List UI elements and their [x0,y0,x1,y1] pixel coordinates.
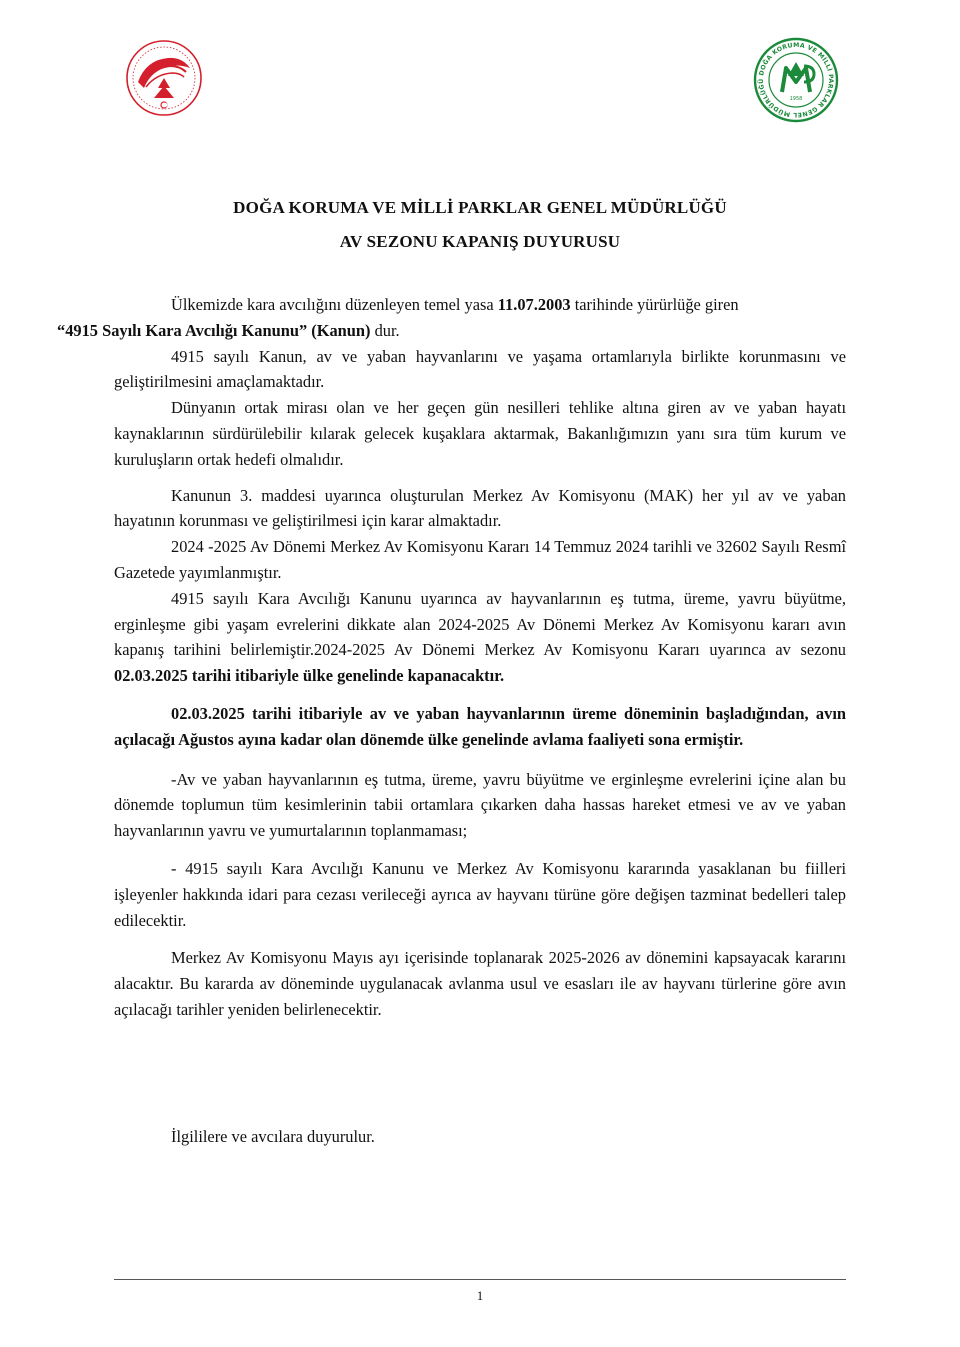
document-subtitle: AV SEZONU KAPANIŞ DUYURUSU [339,232,621,251]
document-title: DOĞA KORUMA VE MİLLİ PARKLAR GENEL MÜDÜRLÜĞÜ [233,198,727,217]
paragraph-breeding-caution: -Av ve yaban hayvanlarının eş tutma, üreme, yavru büyütme ve erginleşme evrelerini içine alan bu dönemde toplumun tüm kesimlerinin tabii ortamlara çıkarken daha hassas hareket etmesi ve av ve yaban hayvanlarının yavru ve yumurtalarının toplanmaması; [114,769,846,841]
svg-text:1958: 1958 [789,96,803,102]
paragraph-penalties: - 4915 sayılı Kara Avcılığı Kanunu ve Merkez Av Komisyonu kararında yasaklanan bu fiilleri işleyenler hakkında idari para cezası verileceği ayrıca av hayvanı türüne göre değişen tazminat bedelleri talep edilecektir. [114,858,846,930]
paragraph-next-season: Merkez Av Komisyonu Mayıs ayı içerisinde toplanarak 2025-2026 av dönemini kapsayacak kararını alacaktır. Bu kararda av döneminde uygulanacak avlanma usul ve esasları ile av hayvanı türlerine göre avın açılacağı tarihler yeniden belirlenecektir. [114,948,846,1019]
footer-divider [114,1279,846,1280]
paragraph-closing-date: 4915 sayılı Kara Avcılığı Kanunu uyarınca av hayvanlarının eş tutma, üreme, yavru büyütme, erginleşme gibi yaşam evrelerini dikkate alan 2024-2025 Av Dönemi Merkez Av Komisyonu kararı avın kapanış tarihini belirlemiştir.2024-2025 Av Dönemi Merkez Av Komisyonu Kararı uyarınca av sezonu 02.03.2025 tarihi itibariyle ülke genelinde kapanacaktır. [114,588,846,686]
paragraph-common-heritage: Dünyanın ortak mirası olan ve her geçen gün nesilleri tehlike altına giren av ve yaban hayatı kaynaklarının sürdürülebilir kılarak gelecek kuşaklara aktarmak, Bakanlığımızın yanı sıra tüm kurum ve kuruluşların ortak hedefi olmalıdır. [114,398,846,469]
paragraph-law-intro: Ülkemizde kara avcılığını düzenleyen temel yasa 11.07.2003 tarihinde yürürlüğe giren “4915 Sayılı Kara Avcılığı Kanunu” (Kanun) dur. [57,295,739,340]
document-body [57,292,846,1023]
closing-line: İlgililere ve avcılara duyurulur. [171,1127,375,1146]
svg-text:DOĞA KORUMA VE MİLLİ PARKLAR G: DOĞA KORUMA VE MİLLİ PARKLAR GENEL MÜDÜRLÜĞÜ [757,41,835,119]
page-number: 1 [476,1288,484,1303]
paragraph-commission: Kanunun 3. maddesi uyarınca oluşturulan Merkez Av Komisyonu (MAK) her yıl av ve yaban hayatının korunması ve geliştirilmesi için karar almaktadır. [114,485,846,531]
paragraph-season-ended: 02.03.2025 tarihi itibariyle av ve yaban hayvanlarının üreme döneminin başladığından, avın açılacağı Ağustos ayına kadar olan dönemde ülke genelinde avlama faaliyeti sona ermiştir. [114,703,846,749]
ministry-emblem-icon [124,38,204,118]
dkmp-emblem-icon [752,36,840,124]
paragraph-official-gazette: 2024 -2025 Av Dönemi Merkez Av Komisyonu Kararı 14 Temmuz 2024 tarihli ve 32602 Sayılı Resmî Gazetede yayımlanmıştır. [114,537,846,582]
paragraph-law-purpose: 4915 sayılı Kanun, av ve yaban hayvanlarını ve yaşama ortamlarıyla birlikte korunmasını ve geliştirilmesini amaçlamaktadır. [114,346,846,392]
